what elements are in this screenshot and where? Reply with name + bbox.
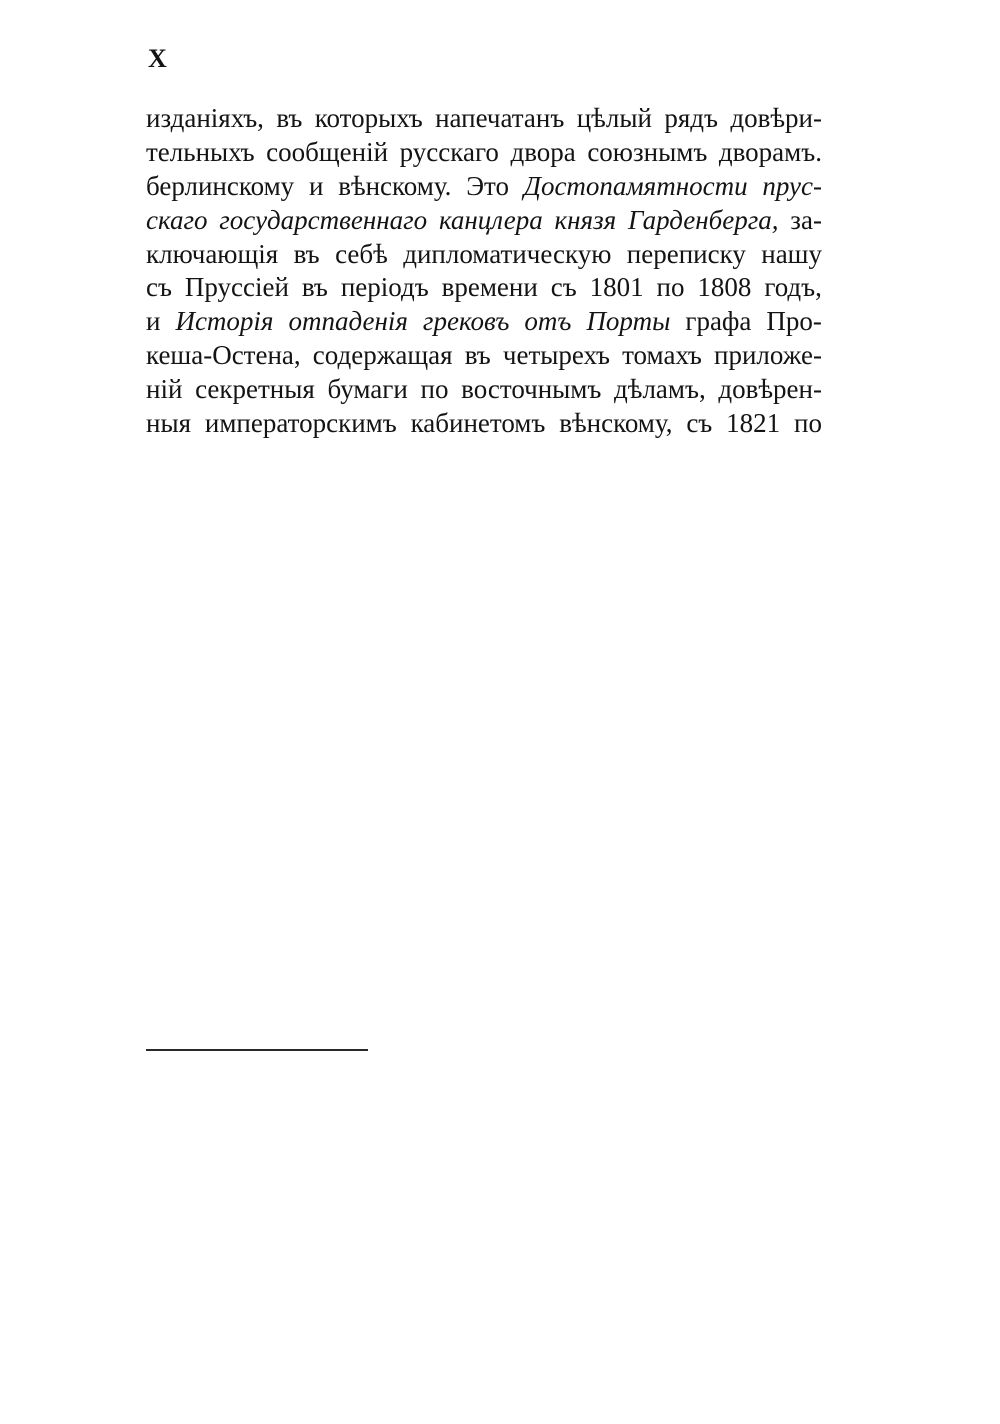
footnote-line <box>146 1171 822 1198</box>
word: ній <box>146 374 183 405</box>
word: нашу <box>761 238 822 269</box>
footnote-separator <box>146 1049 368 1051</box>
body-line <box>146 610 822 644</box>
body-line <box>146 271 822 305</box>
word: отъ <box>524 306 572 337</box>
body-line <box>146 881 822 915</box>
word: Гарденберга, <box>627 204 779 235</box>
body-line <box>146 780 822 814</box>
word: императорскимъ <box>204 408 397 439</box>
word: дѣламъ, <box>614 374 706 405</box>
word: бумаги <box>327 374 408 405</box>
word: дипломатическую <box>403 238 612 269</box>
footnote-line <box>146 1062 822 1089</box>
word: содержащая <box>312 340 453 371</box>
body-line <box>146 949 822 983</box>
body-line <box>146 678 822 712</box>
word: ныя <box>146 408 192 439</box>
word: напечатанъ <box>435 103 565 133</box>
body-line <box>146 305 822 339</box>
body-line <box>146 339 822 373</box>
footnote-line <box>146 1089 822 1116</box>
word: по <box>656 272 685 303</box>
word: ключающія <box>146 238 279 269</box>
word: въ <box>293 238 320 269</box>
word: дворамъ. <box>718 136 822 167</box>
body-line <box>146 983 822 1017</box>
word: союзнымъ <box>587 136 708 167</box>
body-line <box>146 475 822 509</box>
word: четырехъ <box>502 340 610 371</box>
word: сообщеній <box>266 136 389 167</box>
body-line <box>146 102 822 136</box>
word: въ <box>464 340 491 371</box>
footnote-line <box>146 1144 822 1171</box>
body-line <box>146 407 822 441</box>
word: по <box>794 408 822 439</box>
word: періодъ <box>340 272 429 303</box>
footnote-line <box>146 1252 822 1279</box>
word: Достопамятности <box>523 170 748 201</box>
body-line <box>146 746 822 780</box>
word: прус- <box>762 170 822 201</box>
word: и <box>308 170 324 201</box>
word: съ <box>686 408 713 439</box>
word: вѣнскому, <box>559 408 673 439</box>
word: Исторія <box>175 306 274 337</box>
word: вѣнскому. <box>338 170 452 201</box>
word: съ <box>550 272 577 303</box>
word: переписку <box>626 238 746 269</box>
word: Про- <box>766 306 822 337</box>
word: грековъ <box>422 306 510 337</box>
word: которыхъ <box>314 103 423 133</box>
body-line <box>146 238 822 272</box>
word: по <box>420 374 449 405</box>
word: въ <box>276 103 303 133</box>
word: кабинетомъ <box>410 408 546 439</box>
body-line <box>146 644 822 678</box>
page-number: X <box>148 44 168 73</box>
word: довѣри- <box>730 103 822 133</box>
body-line <box>146 1017 822 1051</box>
word: князя <box>554 204 617 235</box>
body-text <box>146 102 822 1085</box>
body-line <box>146 441 822 475</box>
word: 1821 <box>726 408 781 439</box>
word: 1808 <box>697 272 752 303</box>
body-line <box>146 712 822 746</box>
body-line <box>146 576 822 610</box>
word: скаго <box>146 204 208 235</box>
footnote-line <box>146 1116 822 1143</box>
word: времени <box>441 272 538 303</box>
word: 1801 <box>589 272 644 303</box>
body-line <box>146 170 822 204</box>
word: восточнымъ <box>461 374 602 405</box>
word: цѣлый <box>576 103 652 133</box>
word: Порты <box>586 306 671 337</box>
word: тельныхъ <box>146 136 255 167</box>
body-line <box>146 509 822 543</box>
word: государственнаго <box>219 204 428 235</box>
word: довѣрен- <box>718 374 822 405</box>
word: отпаденія <box>288 306 408 337</box>
word: Пруссіей <box>184 272 289 303</box>
word: и <box>146 306 161 337</box>
word: кеша-Остена, <box>146 340 301 371</box>
word: секретныя <box>195 374 315 405</box>
word: изданіяхъ, <box>146 103 264 133</box>
word: годъ, <box>764 272 822 303</box>
body-line <box>146 204 822 238</box>
word: графа <box>685 306 752 337</box>
body-line <box>146 543 822 577</box>
body-line <box>146 814 822 848</box>
word: рядъ <box>664 103 718 133</box>
footnote-line <box>146 1225 822 1252</box>
word: приложе- <box>714 340 822 371</box>
body-line <box>146 848 822 882</box>
word: съ <box>146 272 172 303</box>
word: томахъ <box>622 340 702 371</box>
word: Это <box>466 170 509 201</box>
body-line <box>146 915 822 949</box>
body-line <box>146 136 822 170</box>
word: себѣ <box>335 238 388 269</box>
footnote-line <box>146 1198 822 1225</box>
word: канцлера <box>438 204 543 235</box>
word: за- <box>790 204 822 235</box>
word: въ <box>301 272 328 303</box>
footnotes <box>146 1062 822 1280</box>
body-line <box>146 373 822 407</box>
word: двора <box>510 136 576 167</box>
word: берлинскому <box>146 170 295 201</box>
word: русскаго <box>399 136 499 167</box>
